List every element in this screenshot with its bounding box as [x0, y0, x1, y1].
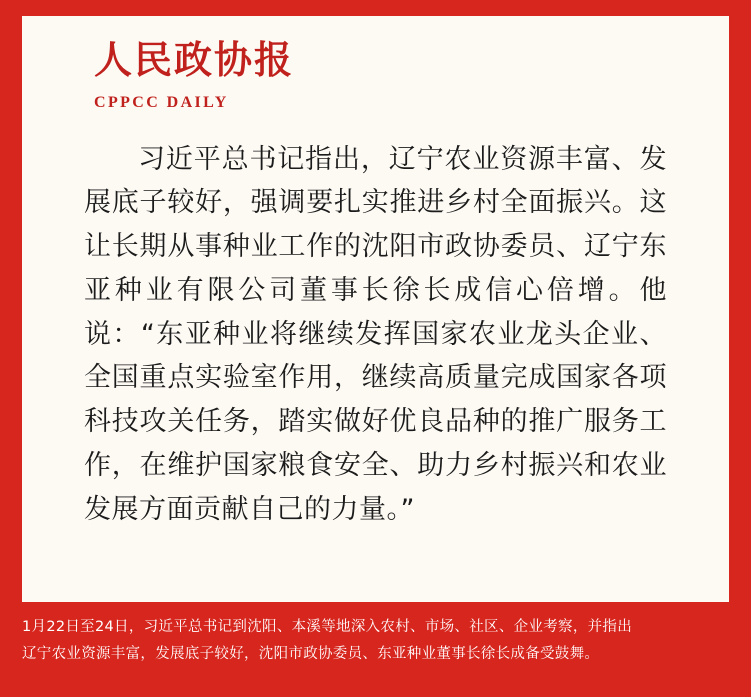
caption-block	[22, 614, 729, 668]
caption-line-1: 1月22日至24日，习近平总书记到沈阳、本溪等地深入农村、市场、社区、企业考察，并指出	[22, 619, 633, 635]
newspaper-logo-chinese: 人民政协报	[94, 40, 295, 82]
newspaper-logo-english: CPPCC DAILY	[94, 93, 229, 111]
article-card	[22, 16, 729, 602]
article-body: 习近平总书记指出，辽宁农业资源丰富、发展底子较好，强调要扎实推进乡村全面振兴。这让长期从事种业工作的沈阳市政协委员、辽宁东亚种业有限公司董事长徐长成信心倍增。他说：“东亚种业将继续发挥国家农业龙头企业、全国重点实验室作用，继续高质量完成国家各项科技攻关任务，踏实做好优良品种的推广服务工作，在维护国家粮食安全、助力乡村振兴和农业发展方面贡献自己的力量。”	[84, 143, 667, 525]
caption-line-2: 辽宁农业资源丰富，发展底子较好，沈阳市政协委员、东亚种业董事长徐长成备受鼓舞。	[22, 645, 600, 662]
masthead	[22, 16, 729, 112]
